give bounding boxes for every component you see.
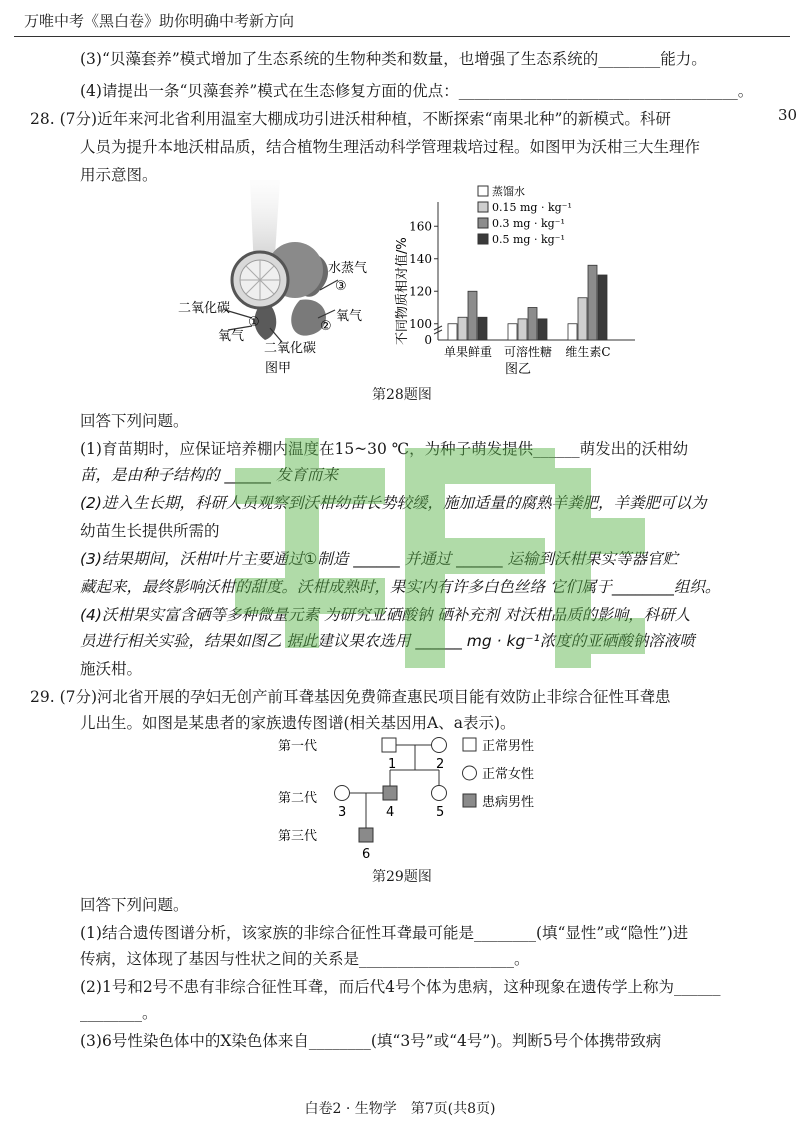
q29-intro-2: 儿出生。如图是某患者的家族遗传图谱(相关基因用A、a表示)。 [80, 714, 516, 732]
legend-normal-male-icon [463, 738, 476, 751]
pedigree-id-6: 6 [362, 847, 371, 862]
figure-jia-label: 图甲 [265, 361, 292, 376]
legend-affected-male-icon [463, 794, 476, 807]
page-header: 万唯中考《黑白卷》助你明确中考新方向 [24, 12, 295, 30]
chart-bar [528, 308, 537, 341]
chart-legend-label: 蒸馏水 [492, 185, 525, 198]
chart-category-label: 单果鲜重 [443, 345, 493, 359]
pedigree-gen1-label: 第一代 [278, 739, 318, 754]
chart-legend-label: 0.15 mg · kg⁻¹ [492, 201, 572, 214]
chart-bar [588, 265, 597, 340]
q29-part1-b: 传病，这体现了基因与性状之间的关系是____________________。 [80, 950, 530, 968]
chart-bar [568, 324, 577, 340]
q28-part2-a: (2)进入生长期，科研人员观察到沃柑幼苗长势较缓，施加适量的腐熟羊粪肥，羊粪肥可以为 [80, 494, 707, 512]
pedigree-female-5 [432, 786, 447, 801]
q27-line3: (3)“贝藻套养”模式增加了生态系统的生物种类和数量，也增强了生态系统的________能力。 [80, 50, 707, 68]
chart-legend [478, 184, 572, 246]
q29-part2-b: ________。 [80, 1004, 158, 1022]
chart-legend-label: 0.3 mg · kg⁻¹ [492, 217, 565, 230]
figure-yi-label: 图乙 [505, 362, 532, 377]
chart-legend-swatch [478, 202, 488, 212]
q28-part3-a: (3)结果期间，沃柑叶片主要通过①制造 ______ 并通过 ______ 运输到沃柑果实等器官贮 [80, 550, 679, 568]
chart-y-tick-label: 140 [409, 251, 432, 266]
q28-part2-b: 幼苗生长提供所需的 [80, 522, 220, 540]
q28-intro-3: 用示意图。 [80, 166, 158, 184]
pedigree-affected-male-4 [383, 786, 397, 800]
q28-part4-b: 员进行相关实验，结果如图乙 据此建议果农选用 ______ mg · kg⁻¹浓度的亚硒酸钠溶液喷 [80, 632, 695, 650]
chart-category-label: 维生素C [565, 345, 611, 359]
figure-jia [170, 180, 380, 380]
q28-part3-b: 藏起来，最终影响沃柑的甜度。沃柑成熟时，果实内有许多白色丝络 它们属于________组织。 [80, 578, 721, 596]
chart-y-tick-label: 100 [409, 316, 432, 331]
legend-normal-male: 正常男性 [482, 739, 535, 754]
chart-bar [508, 324, 517, 340]
chart-bar [468, 291, 477, 340]
page-footer: 白卷2 · 生物学 第7页(共8页) [304, 1101, 496, 1117]
legend-normal-female-icon [463, 766, 477, 780]
pedigree-id-1: 1 [388, 757, 397, 772]
pedigree-affected-male-6 [359, 828, 373, 842]
q29-intro-1: 29. (7分)河北省开展的孕妇无创产前耳聋基因免费筛查惠民项目能有效防止非综合征性耳聋患 [30, 688, 671, 706]
q28-part1-b: 苗，是由种子结构的 ______ 发育而来 [80, 466, 338, 484]
label-co2-bottom: 二氧化碳 [264, 341, 317, 356]
chart-legend-swatch [478, 186, 488, 196]
chart-legend-swatch [478, 234, 488, 244]
chart-category-label: 可溶性糖 [503, 345, 553, 359]
pedigree-id-2: 2 [436, 757, 445, 772]
q28-part4-a: (4)沃柑果实富含硒等多种微量元素 为研究亚硒酸钠 硒补充剂 对沃柑品质的影响，科研人 [80, 606, 691, 624]
chart-bar [538, 319, 547, 340]
chart-bars [448, 265, 607, 340]
chart-bar [578, 298, 587, 340]
label-co2-left: 二氧化碳 [178, 301, 231, 316]
chart-bar [598, 275, 607, 340]
pedigree-male-1 [382, 738, 396, 752]
legend-affected-male: 患病男性 [482, 795, 535, 810]
pedigree-gen3-label: 第三代 [278, 829, 318, 844]
q28-intro-1: 28. (7分)近年来河北省利用温室大棚成功引进沃柑种植，不断探索“南果北种”的新模式。科研 [30, 110, 671, 128]
pedigree-female-3 [335, 786, 350, 801]
pedigree-gen2-label: 第二代 [278, 791, 318, 806]
chart-legend-swatch [478, 218, 488, 228]
label-o2-right: 氧气 [336, 309, 363, 324]
q28-intro-2: 人员为提升本地沃柑品质，结合植物生理活动科学管理栽培过程。如图甲为沃柑三大生理作 [80, 138, 701, 156]
pedigree-female-2 [432, 738, 447, 753]
q28-part1-a: (1)育苗期时，应保证培养棚内温度在15~30 ℃，为种子萌发提供______萌发出的沃柑幼 [80, 440, 689, 458]
label-n2: ② [320, 319, 332, 334]
q29-part3-a: (3)6号性染色体中的X染色体来自________(填“3号”或“4号”)。判断5号个体携带致病 [80, 1032, 662, 1050]
chart-bar [458, 317, 467, 340]
chart-y-tick-label: 120 [409, 284, 432, 299]
chart-bar [448, 324, 457, 340]
label-o2-left: 氧气 [218, 329, 245, 344]
pedigree-chart [270, 730, 570, 865]
chart-legend-label: 0.5 mg · kg⁻¹ [492, 233, 565, 246]
pedigree-id-3: 3 [338, 805, 347, 820]
q28-part4-c: 施沃柑。 [80, 660, 143, 678]
label-water-vapor: 水蒸气 [328, 261, 368, 276]
legend-normal-female: 正常女性 [482, 767, 535, 782]
q29-answer-prompt: 回答下列问题。 [80, 896, 189, 914]
chart-bar [478, 317, 487, 340]
chart-y-tick-label: 0 [424, 333, 432, 347]
q29-part2-a: (2)1号和2号不患有非综合征性耳聋，而后代4号个体为患病，这种现象在遗传学上称为______ [80, 978, 721, 996]
q28-figure-caption: 第28题图 [372, 387, 432, 403]
label-n1: ① [248, 315, 260, 330]
q29-part1-a: (1)结合遗传图谱分析，该家族的非综合征性耳聋最可能是________(填“显性”或“隐性”)进 [80, 924, 689, 942]
chart-bar [518, 319, 527, 340]
pedigree-id-5: 5 [436, 805, 445, 820]
header-rule [14, 36, 790, 37]
q27-line4: (4)请提出一条“贝藻套养”模式在生态修复方面的优点：____________________________________。 [80, 82, 754, 100]
chart-y-axis-label: 不同物质相对值/% [395, 237, 410, 345]
margin-number: 30 [778, 106, 798, 124]
q29-figure-caption: 第29题图 [372, 869, 432, 885]
chart-y-tick-label: 160 [409, 219, 432, 234]
label-n3: ③ [335, 279, 347, 294]
q28-answer-prompt: 回答下列问题。 [80, 412, 189, 430]
pedigree-id-4: 4 [386, 805, 395, 820]
figure-yi-chart [390, 180, 640, 380]
